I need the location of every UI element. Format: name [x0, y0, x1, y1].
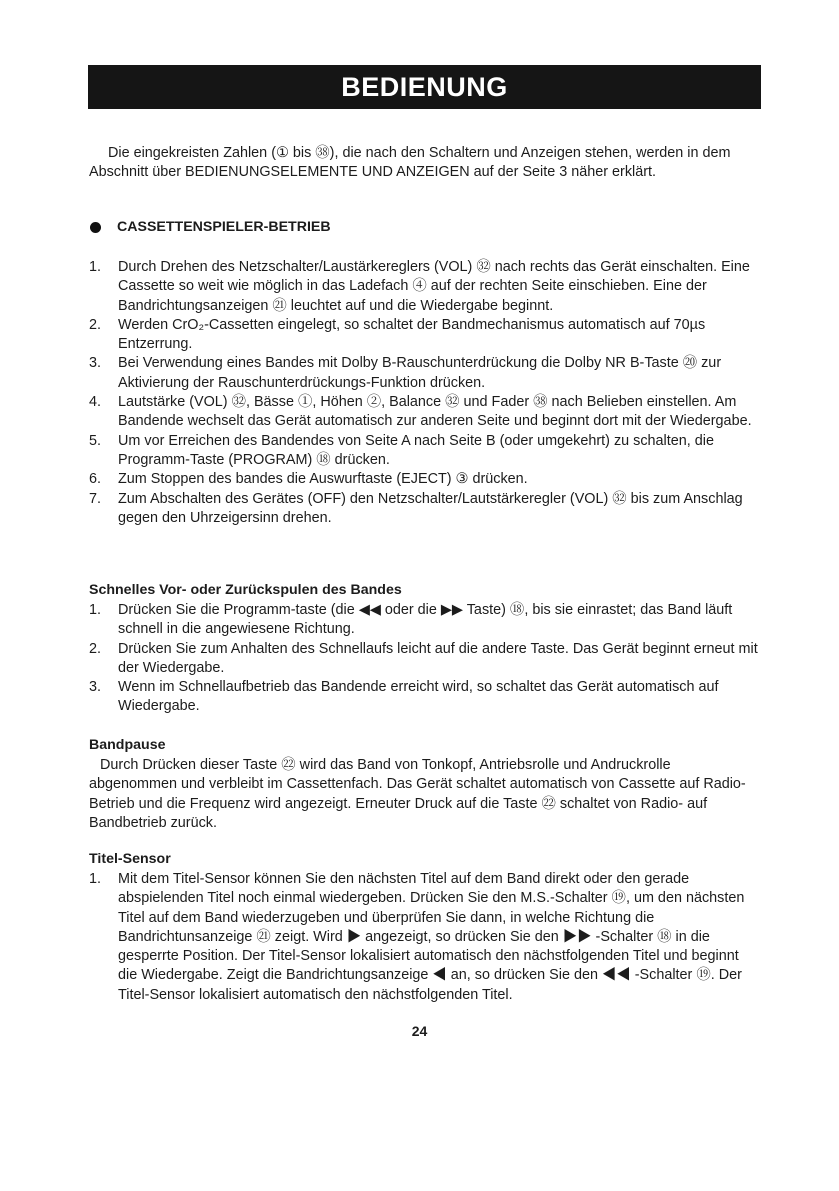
list-item: 3. Bei Verwendung eines Bandes mit Dolby B-Rauschunterdrückung die Dolby NR B-Taste ⑳ zur Aktivierung der Rauschunterdrückungs-Funktion drücken. — [89, 355, 722, 391]
list-item: 2. Drücken Sie zum Anhalten des Schnellaufs leicht auf die andere Taste. Das Gerät beginnt erneut mit der Wiedergabe. — [89, 640, 758, 676]
list-item: 2. Werden CrO₂-Cassetten eingelegt, so schaltet der Bandmechanismus automatisch auf 70µs Entzerrung. — [89, 316, 706, 353]
list-item: 7. Zum Abschalten des Gerätes (OFF) den Netzschalter/Lautstärkeregler (VOL) ㉜ bis zum Anschlag gegen den Uhrzeigersinn drehen. — [89, 490, 743, 526]
list-item: 3. Wenn im Schnellaufbetrieb das Bandende erreicht wird, so schaltet das Gerät automatisch auf Wiedergabe. — [89, 679, 719, 715]
section-banner — [88, 65, 761, 109]
list-item: 1. Drücken Sie die Programm-taste (die ◀◀ oder die ▶▶ Taste) ⑱, bis sie einrastet; das Band läuft schnell in die angewiesene Richtung. — [89, 602, 733, 638]
list-item: 1. Durch Drehen des Netzschalter/Laustärkereglers (VOL) ㉜ nach rechts das Gerät einschalten. Eine Cassette so weit wie möglich in das Ladefach ④ auf der rechten Seite einschieben. Eine der Bandrichtungsanzeigen ㉑ leuchtet auf und die Wiedergabe beginnt. — [89, 259, 750, 314]
list-item: 1. Mit dem Titel-Sensor können Sie den nächsten Titel auf dem Band direkt oder den gerade abspielenden Titel noch einmal wiedergeben. Drücken Sie den M.S.-Schalter ⑲, um den nächsten Titel auf dem Band wiederzugeben und überprüfen Sie dann, in welche Richtung die Bandrichtunsanzeige ㉑ zeigt. Wird ▶ angezeigt, so drücken Sie den ▶▶ -Schalter ⑱ in die gesperrte Position. Der Titel-Sensor lokalisiert automatisch den nächstfolgenden Titel und beginnt die Wiedergabe. Zeigt die Bandrichtungsanzeige ◀ an, so drücken Sie den ◀◀ -Schalter ⑲. Der Titel-Sensor lokalisiert automatisch den nächstfolgenden Titel. — [89, 871, 745, 1003]
list-item: 4. Lautstärke (VOL) ㉜, Bässe ①, Höhen ②, Balance ㉜ und Fader ㊳ nach Belieben einstellen. Am Bandende wechselt das Gerät automatisch zur anderen Seite und beginnt dort mit der Wiedergabe. — [89, 394, 752, 430]
bandpause-text: Durch Drücken dieser Taste ㉒ wird das Band von Tonkopf, Antriebsrolle und Andruckrolle abgenommen und verbleibt im Cassettenfach. Das Gerät schaltet automatisch von Cassette auf Radio-Betrieb und die Frequenz wird angezeigt. Erneuter Druck auf die Taste ㉒ schaltet von Radio- auf Bandbetrieb zurück. — [89, 757, 746, 831]
fastwind-heading: Schnelles Vor- oder Zurückspulen des Bandes — [89, 582, 402, 598]
titelsensor-heading: Titel-Sensor — [89, 851, 171, 867]
banner-title: BEDIENUNG — [341, 71, 508, 102]
intro-paragraph: Die eingekreisten Zahlen (① bis ㊳), die nach den Schaltern und Anzeigen stehen, werden in dem Abschnitt über BEDIENUNGSELEMENTE UND ANZEIGEN auf der Seite 3 näher erklärt. — [89, 145, 731, 181]
titelsensor-steps-list — [89, 870, 761, 1005]
section-heading-text: CASSETTENSPIELER-BETRIEB — [117, 219, 331, 235]
list-item: 6. Zum Stoppen des bandes die Auswurftaste (EJECT) ③ drücken. — [89, 471, 528, 488]
fastwind-steps-list — [89, 601, 761, 717]
bullet-icon — [90, 222, 101, 233]
main-steps-list — [89, 258, 761, 528]
bandpause-heading: Bandpause — [89, 737, 166, 753]
section-heading — [89, 219, 331, 235]
page-number: 24 — [411, 1023, 428, 1039]
list-item: 5. Um vor Erreichen des Bandendes von Seite A nach Seite B (oder umgekehrt) zu schalten, die Programm-Taste (PROGRAM) ⑱ drücken. — [89, 432, 714, 468]
